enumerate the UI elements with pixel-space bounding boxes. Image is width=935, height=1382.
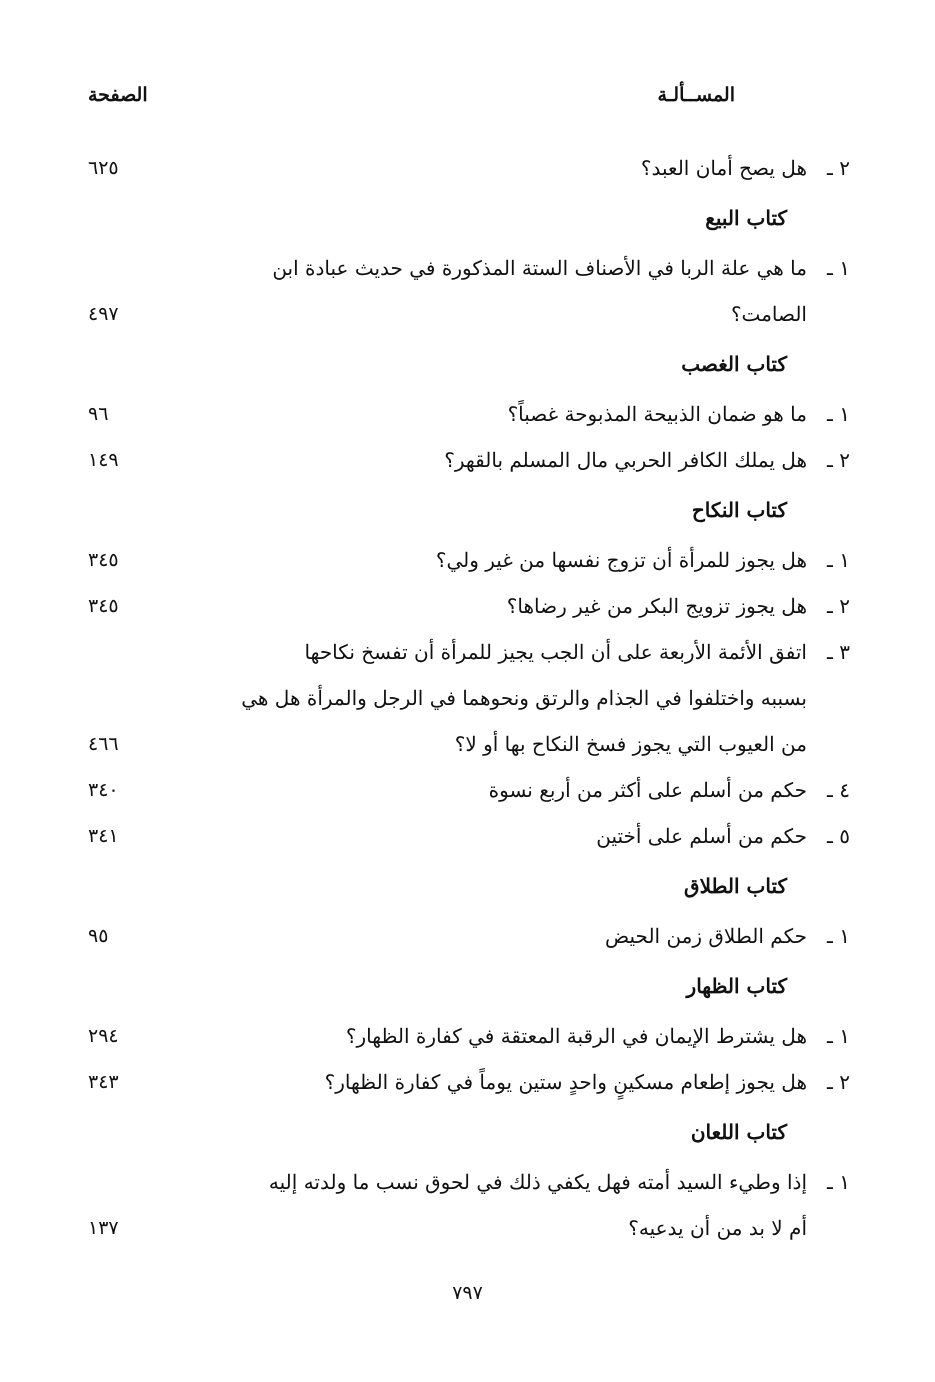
entry-question-line: هل يجوز للمرأة أن تزوج نفسها من غير ولي؟ [435,548,807,572]
index-entry [88,629,867,767]
entry-question-line: حكم من أسلم على أكثر من أربع نسوة [488,778,807,802]
entry-question-line: الصامت؟ [730,302,807,326]
entry-number: ١ ـ [827,924,850,948]
entry-question-line: هل يشترط الإيمان في الرقبة المعتقة في كفارة الظهار؟ [345,1024,807,1048]
table-header [88,84,735,118]
index-entry [88,1159,867,1251]
section-title: كتاب الطلاق [684,874,787,898]
entry-number: ٢ ـ [827,156,850,180]
section-title: كتاب الظهار [686,974,787,998]
entry-question-line: حكم الطلاق زمن الحيض [605,924,807,948]
entry-number: ٣ ـ [827,640,850,664]
section-title: كتاب البيع [705,206,787,230]
entry-question [208,1059,807,1105]
entry-question-line: حكم من أسلم على أختين [596,824,807,848]
index-entry [88,1013,867,1059]
entry-page-number: ١٣٧ [88,1217,119,1239]
entry-question [208,437,807,483]
entry-number: ٥ ـ [827,824,850,848]
index-entry [88,437,867,483]
entry-page-number: ١٤٩ [88,449,119,471]
entry-question [208,629,807,767]
question-column-heading: المســألـة [657,84,735,106]
entry-question [208,583,807,629]
entry-question [208,245,807,337]
entry-page-number: ٢٩٤ [88,1025,119,1047]
entry-page-number: ٣٤٥ [88,549,119,571]
entry-question-line: هل يجوز تزويج البكر من غير رضاها؟ [506,594,807,618]
entry-page-number: ٤٦٦ [88,733,119,755]
index-entry [88,1059,867,1105]
index-entry [88,245,867,337]
entry-question-line: هل يصح أمان العبد؟ [640,156,807,180]
entry-page-number: ٣٤٥ [88,595,119,617]
entry-number: ١ ـ [827,1170,850,1194]
entry-question-line: أم لا بد من أن يدعيه؟ [628,1216,807,1240]
entry-question-line: هل يملك الكافر الحربي مال المسلم بالقهر؟ [444,448,807,472]
entry-number: ٤ ـ [827,778,850,802]
entry-question [208,913,807,959]
entry-page-number: ٤٩٧ [88,303,119,325]
section-title: كتاب اللعان [690,1120,787,1144]
entry-question [208,1159,807,1251]
index-list [88,145,867,1251]
entry-question [208,391,807,437]
entry-question [208,767,807,813]
entry-question [208,537,807,583]
entry-page-number: ٣٤٠ [88,779,119,801]
section-title: كتاب الغصب [681,352,787,376]
entry-page-number: ٩٦ [88,403,109,425]
entry-question-line: ما هي علة الربا في الأصناف الستة المذكورة في حديث عبادة ابن [272,256,807,280]
entry-page-number: ٣٤٣ [88,1071,119,1093]
entry-question [208,145,807,191]
entry-number: ٢ ـ [827,1070,850,1094]
entry-question [208,1013,807,1059]
index-entry [88,391,867,437]
entry-number: ١ ـ [827,402,850,426]
page-column-heading: الصفحة [88,84,148,106]
page-number: ٧٩٧ [452,1282,483,1304]
index-entry [88,813,867,859]
entry-page-number: ٦٢٥ [88,157,119,179]
entry-number: ١ ـ [827,256,850,280]
index-entry [88,583,867,629]
entry-number: ٢ ـ [827,594,850,618]
entry-question-line: ما هو ضمان الذبيحة المذبوحة غصباً؟ [507,402,807,426]
entry-number: ٢ ـ [827,448,850,472]
entry-page-number: ٣٤١ [88,825,119,847]
entry-question-line: هل يجوز إطعام مسكينٍ واحدٍ ستين يوماً في كفارة الظهار؟ [324,1070,807,1094]
section-title: كتاب النكاح [691,498,787,522]
entry-number: ١ ـ [827,1024,850,1048]
entry-question-line: اتفق الأئمة الأربعة على أن الجب يجيز للمرأة أن تفسخ نكاحها [304,640,807,664]
index-entry [88,145,867,191]
entry-question-line: إذا وطيء السيد أمته فهل يكفي ذلك في لحوق نسب ما ولدته إليه [268,1170,807,1194]
index-entry [88,767,867,813]
entry-question-line: من العيوب التي يجوز فسخ النكاح بها أو لا؟ [454,732,807,756]
entry-page-number: ٩٥ [88,925,109,947]
entry-question [208,813,807,859]
entry-question-line: بسببه واختلفوا في الجذام والرتق ونحوهما في الرجل والمرأة هل هي [241,686,807,710]
index-entry [88,913,867,959]
entry-number: ١ ـ [827,548,850,572]
index-entry [88,537,867,583]
